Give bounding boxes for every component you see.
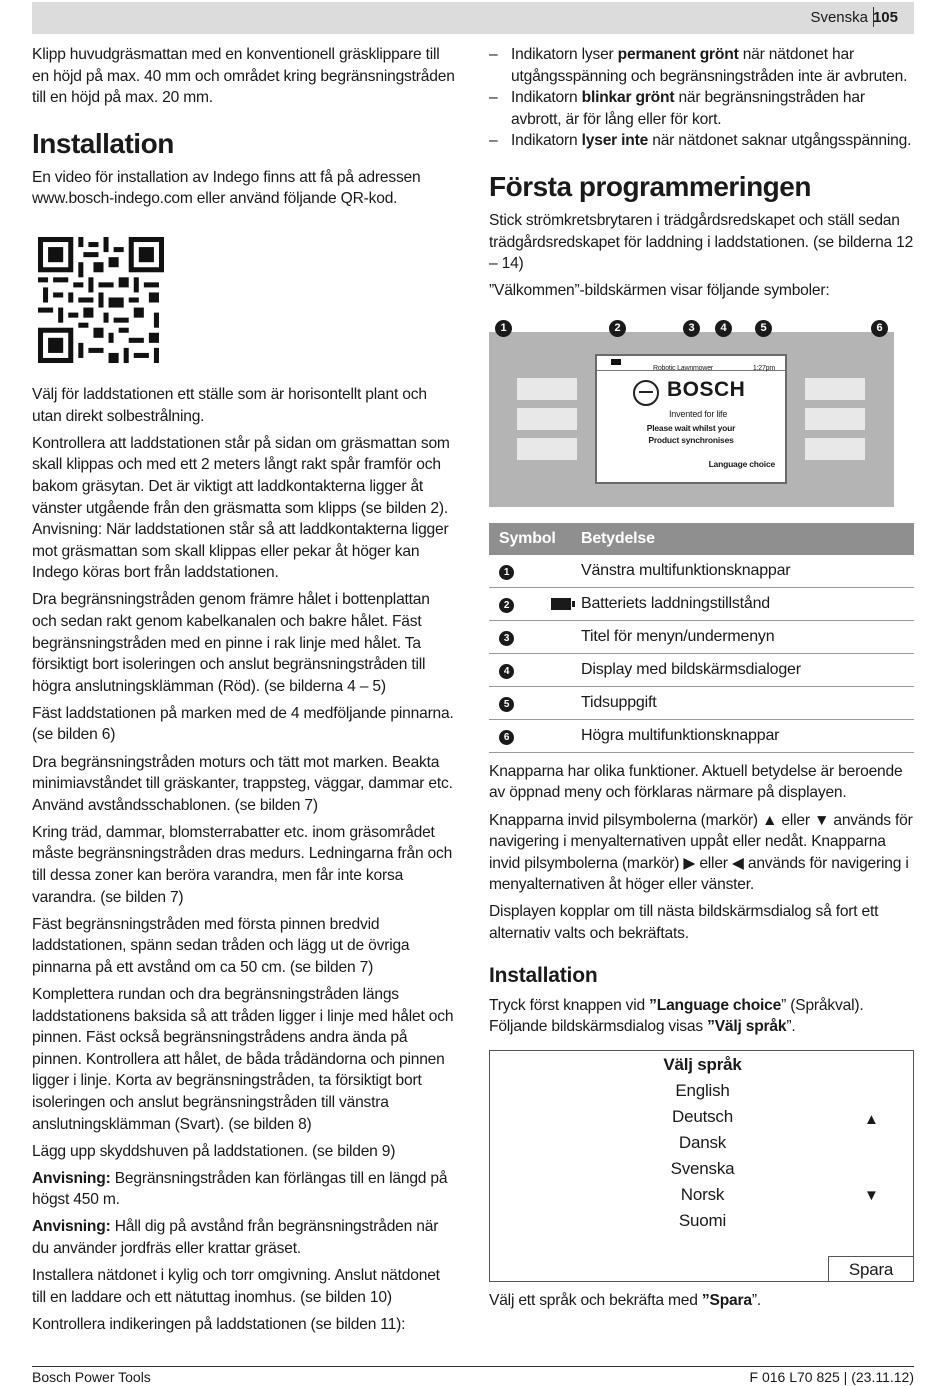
- display-message: [597, 422, 785, 446]
- right-multifunction-button[interactable]: [805, 378, 865, 400]
- message-line: Please wait whilst your: [646, 422, 736, 433]
- text-bold: ”Spara: [701, 1291, 752, 1309]
- text-span: eller: [695, 854, 732, 872]
- table-header-row: [489, 523, 914, 555]
- paragraph-power-supply: Installera nätdonet i kylig och torr omgivning. Anslut nätdonet till en laddare och ett nätuttag inomhus. (se bilden 10): [32, 1267, 440, 1306]
- list-dash: –: [489, 89, 498, 107]
- symbol-meaning: Högra multifunktionsknappar: [581, 719, 914, 752]
- symbol-number: 1: [499, 565, 514, 580]
- paragraph-pegs: Fäst laddstationen på marken med de 4 medföljande pinnarna. (se bilden 6): [32, 704, 454, 744]
- arrow-down-icon: ▼: [813, 811, 830, 829]
- text-span: ”.: [786, 1018, 796, 1036]
- language-option[interactable]: English: [675, 1080, 730, 1100]
- paragraph-check-indicator: Kontrollera indikeringen på laddstationen (se bilden 11):: [32, 1315, 406, 1333]
- indicator-text: Indikatorn lyser: [511, 46, 618, 63]
- indicator-text: Indikatorn: [511, 89, 582, 107]
- table-row: [489, 653, 914, 686]
- language-option[interactable]: Deutsch: [672, 1106, 733, 1126]
- callout-5: 5: [755, 320, 772, 337]
- symbol-number: 6: [499, 730, 514, 745]
- language-choice-label: Language choice: [708, 459, 775, 470]
- indicator-item: [489, 44, 914, 87]
- indicator-text: när nätdonet saknar utgångsspänning.: [648, 132, 912, 150]
- table-row: [489, 620, 914, 653]
- text-span: Välj ett språk och bekräfta med: [489, 1291, 702, 1309]
- column-header-meaning: Betydelse: [581, 523, 914, 555]
- paragraph-cover: Lägg upp skyddshuven på laddstationen. (se bilden 9): [32, 1142, 396, 1160]
- language-option[interactable]: Dansk: [678, 1132, 727, 1152]
- qr-code[interactable]: [38, 237, 164, 363]
- page-number: 105: [872, 9, 898, 26]
- indicator-text: Indikatorn: [511, 132, 582, 150]
- text-span: ”.: [751, 1291, 761, 1309]
- left-multifunction-button[interactable]: [517, 408, 577, 430]
- indicator-item: [489, 87, 914, 130]
- text-span: Knapparna invid pilsymbolerna (markör): [489, 811, 763, 829]
- footer-divider: [32, 1366, 914, 1367]
- message-line: Product synchronises: [648, 434, 734, 445]
- table-row: [489, 587, 914, 620]
- paragraph-first-peg: Fäst begränsningstråden med första pinnen bredvid laddstationen, spänn sedan tråden och lägg ut de övriga pinnarna på ett avstånd om ca 50 cm. (se bilden 7): [32, 915, 410, 976]
- text-bold: ”Välj språk: [707, 1018, 787, 1036]
- symbol-number: 4: [499, 664, 514, 679]
- table-row: [489, 555, 914, 588]
- bosch-logo-icon: [633, 380, 659, 406]
- text-span: används för navigering i menyalternativen åt höger eller vänster.: [489, 854, 909, 894]
- symbol-meaning: Tidsuppgift: [581, 686, 914, 719]
- paragraph-check-position: Kontrollera att laddstationen står på sidan om gräsmattan som skall klippas och med ett 2 meters långt rakt spår framför och bakom gräsytan. Det är viktigt att laddkontakterna ligger åt vänster utgående från den gräsmatta som klipps (se bilden 2).: [32, 434, 450, 517]
- note-label: Anvisning:: [32, 1169, 111, 1187]
- save-button[interactable]: Spara: [828, 1256, 914, 1282]
- text-span: eller: [777, 811, 814, 829]
- paragraph-press-language: [489, 995, 914, 1038]
- video-paragraph: En video för installation av Indego finns att få på adressen www.bosch-indego.com eller använd följande QR-kod.: [32, 168, 421, 208]
- note-wire-length: [32, 1168, 456, 1211]
- arrow-up-icon: ▲: [762, 811, 778, 829]
- battery-icon: [611, 359, 621, 365]
- display-panel: [595, 354, 787, 484]
- language-option[interactable]: Svenska: [670, 1158, 735, 1178]
- indicator-state: lyser inte: [581, 132, 649, 150]
- paragraph-counterclockwise: Dra begränsningstråden moturs och tätt mot marken. Beakta minimiavståndet till gräskanter, trappsteg, väggar, dammar etc. Använd avståndsschablonen. (se bilden 7): [32, 753, 453, 814]
- left-column: [32, 44, 456, 1341]
- arrow-up-icon[interactable]: ▲: [864, 1110, 879, 1128]
- dialog-title: Välj språk: [663, 1054, 742, 1074]
- symbol-meaning: Batteriets laddningstillstånd: [581, 587, 914, 620]
- installation-subheading: Installation: [489, 963, 598, 987]
- callout-1: 1: [495, 320, 512, 337]
- welcome-screen-figure: [489, 321, 894, 507]
- symbol-number: 2: [499, 598, 514, 613]
- symbol-table: [489, 523, 914, 753]
- symbol-number: 5: [499, 697, 514, 712]
- text-bold: ”Language choice: [649, 996, 782, 1014]
- time-display: 1:27pm: [752, 364, 775, 372]
- language-dialog: [489, 1050, 914, 1282]
- indicator-text: när nätdonet har utgångsspänning och begränsningstråden inte är avbruten.: [511, 46, 908, 85]
- paragraph-navigation: [489, 810, 914, 896]
- installation-heading: Installation: [32, 127, 174, 159]
- symbol-number: 3: [499, 631, 514, 646]
- paragraph-display-switch: Displayen kopplar om till nästa bildskärmsdialog så fort ett alternativ valts och bekräftats.: [489, 903, 879, 942]
- language-option[interactable]: Norsk: [680, 1184, 725, 1204]
- table-row: [489, 686, 914, 719]
- text-span: Tryck först knappen vid: [489, 996, 650, 1014]
- table-row: [489, 719, 914, 752]
- left-multifunction-button[interactable]: [517, 378, 577, 400]
- paragraph-wire-routing: Dra begränsningstråden genom främre hålet i bottenplattan och sedan rakt genom kabelkanalen och bakre hålet. Fäst begränsningstråden med en pinne i rak linje med hålet. Ta försiktigt bort isoleringen och anslut begränsningstråden till högra anslutningsklämman (Röd). (se bilderna 4 – 5): [32, 591, 430, 695]
- arrow-right-icon: ▶: [683, 854, 696, 872]
- paragraph-insert-key: Stick strömkretsbrytaren i trädgårdsredskapet och ställ sedan trädgårdsredskapet för laddning i laddstationen. (se bilderna 12 – 14): [489, 211, 914, 273]
- intro-paragraph: Klipp huvudgräsmattan med en konventionell gräsklippare till en höjd på max. 40 mm och området kring begränsningstråden till en höjd på max. 20 mm.: [32, 46, 455, 107]
- arrow-down-icon[interactable]: ▼: [864, 1186, 879, 1204]
- list-dash: –: [489, 46, 498, 63]
- list-dash: –: [489, 132, 498, 150]
- symbol-meaning: Display med bildskärmsdialoger: [581, 653, 914, 686]
- indicator-state: permanent grönt: [617, 46, 739, 63]
- brand-name: BOSCH: [667, 377, 746, 401]
- callout-6: 6: [871, 320, 888, 337]
- header-language: Svenska: [810, 9, 868, 26]
- indicator-text: när begränsningstråden har avbrott, är för lång eller för kort.: [511, 89, 865, 128]
- callout-4: 4: [715, 320, 732, 337]
- display-title-bar: [597, 356, 785, 371]
- symbol-meaning: Titel för menyn/undermenyn: [581, 620, 914, 653]
- right-multifunction-button[interactable]: [805, 408, 865, 430]
- indicator-state: blinkar grönt: [581, 89, 675, 107]
- right-column: [489, 44, 914, 1317]
- note-distance: [32, 1216, 456, 1259]
- paragraph-location: Välj för laddstationen ett ställe som är horisontellt plant och utan direkt solbestrålning.: [32, 386, 427, 425]
- column-header-symbol: Symbol: [489, 523, 581, 555]
- arrow-left-icon: ◀: [731, 854, 744, 872]
- page-header: [32, 2, 914, 34]
- left-multifunction-button[interactable]: [517, 438, 577, 460]
- footer-company: Bosch Power Tools: [32, 1369, 151, 1385]
- callout-3: 3: [683, 320, 700, 337]
- language-option[interactable]: Suomi: [678, 1210, 727, 1230]
- paragraph-obstacles: Kring träd, dammar, blomsterrabatter etc. inom gräsområdet måste begränsningstråden dras medurs. Ledningarna från och till dessa zoner kan beröra varandra, men får inte korsa varandra. (se bilden 7): [32, 823, 453, 906]
- paragraph-welcome-screen: ”Välkommen”-bildskärmen visar följande symboler:: [489, 282, 830, 300]
- brand-tagline: Invented for life: [669, 408, 728, 419]
- note-text: Håll dig på avstånd från begränsningstråden när du använder jordfräs eller krattar gräset.: [32, 1218, 439, 1258]
- note-text: Begränsningstråden kan förlängas till en längd på högst 450 m.: [32, 1169, 448, 1209]
- symbol-meaning: Vänstra multifunktionsknappar: [581, 555, 914, 588]
- first-programming-heading: Första programmeringen: [489, 170, 811, 202]
- note-label: Anvisning:: [32, 1218, 111, 1236]
- right-multifunction-button[interactable]: [805, 438, 865, 460]
- battery-icon: [551, 598, 571, 610]
- text-span: ” (Språkval). Följande bildskärmsdialog visas: [489, 996, 864, 1036]
- text-span: används för navigering i menyalternativen uppåt eller nedåt. Knapparna invid pilsymbolerna (markör): [489, 811, 913, 872]
- indicator-item: [489, 130, 914, 152]
- paragraph-choose-language: [489, 1290, 914, 1312]
- paragraph-note-contacts: Anvisning: När laddstationen står så att laddkontakterna ligger mot gräsmattan som skall klippas eller pekar åt höger kan Indego köras bort från laddstationen.: [32, 521, 449, 582]
- paragraph-complete-loop: Komplettera rundan och dra begränsningstråden längs laddstationens baksida så att tråden ligger i linje med hålet och pinnen. Fäst också begränsningstrådens andra ända på pinnen. Kontrollera att hålet, de båda trådändorna och pinnen ligger i linje. Korta av begränsningstråden, ta försiktigt bort isoleringen och anslut begränsningstråden till vänstra anslutningsklämman (Svart). (se bilden 8): [32, 986, 454, 1133]
- callout-2: 2: [609, 320, 626, 337]
- menu-title: Robotic Lawnmower: [653, 364, 714, 372]
- paragraph-button-functions: Knapparna har olika funktioner. Aktuell betydelse är beroende av öppnad meny och förklaras närmare på displayen.: [489, 762, 903, 802]
- footer-document-id: F 016 L70 825 | (23.11.12): [749, 1369, 914, 1385]
